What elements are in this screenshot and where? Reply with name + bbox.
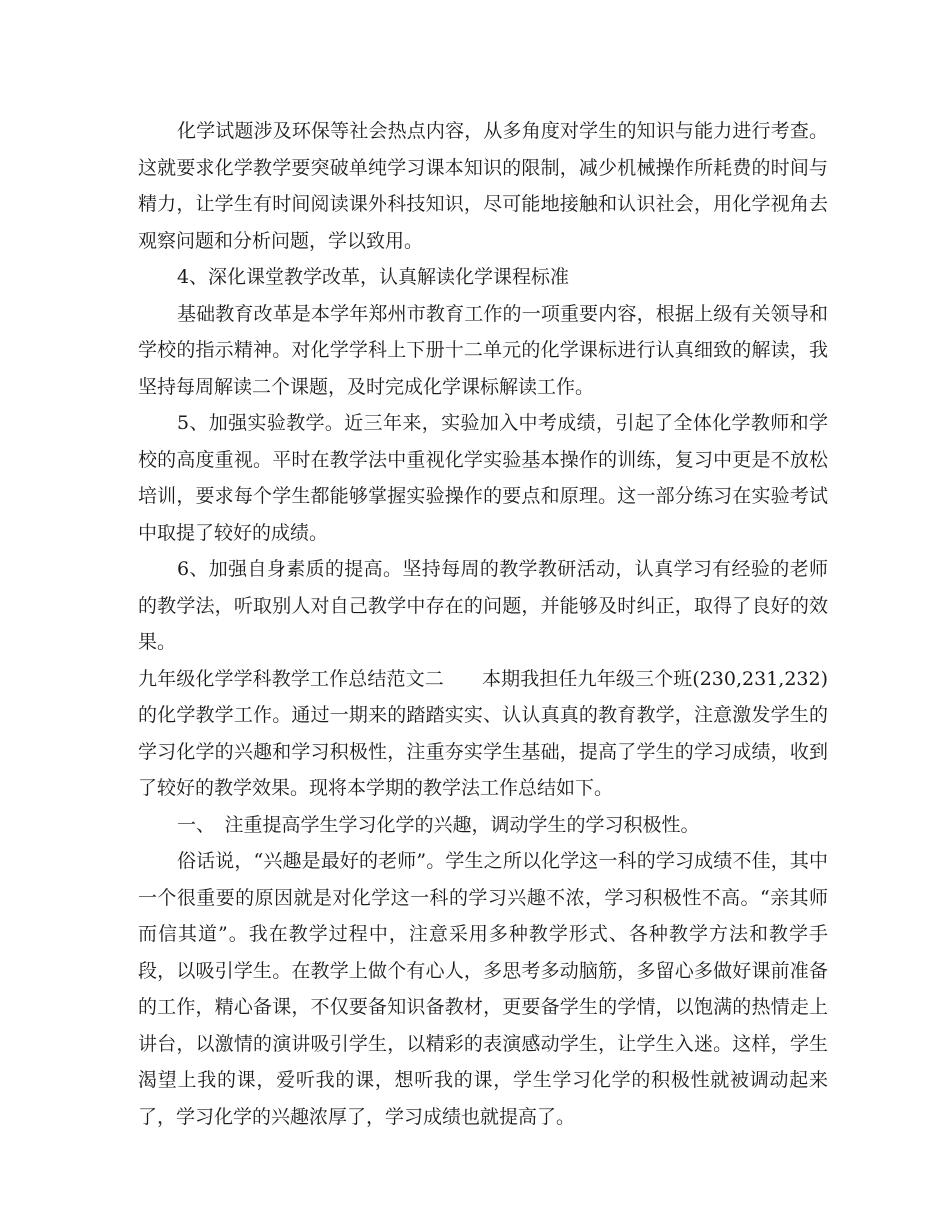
section-heading-one: 一、 注重提高学生学习化学的兴趣，调动学生的学习积极性。 [176,813,700,836]
paragraph-experiment-teaching: 5、加强实验教学。近三年来，实验加入中考成绩，引起了全体化学教师和学校的高度重视。平时在教学法中重视化学实验基本操作的训练，复习中更是不放松培训，要求每个学生都能够掌握实验操作的要点和原理。这一部分练习在实验考试中取提了较好的成绩。 [138,412,828,544]
paragraph-environment-topics: 化学试题涉及环保等社会热点内容，从多角度对学生的知识与能力进行考查。这就要求化学教学要突破单纯学习课本知识的限制，减少机械操作所耗费的时间与精力，让学生有时间阅读课外科技知识，尽可能地接触和认识社会，用化学视角去观察问题和分析问题，学以致用。 [138,120,828,252]
section-heading-4: 4、深化课堂教学改革，认真解读化学课程标准 [176,266,570,288]
paragraph-self-improvement: 6、加强自身素质的提高。坚持每周的教学教研活动，认真学习有经验的老师的教学法，听取别人对自己教学中存在的问题，并能够及时纠正，取得了良好的效果。 [138,558,828,653]
paragraph-sample-two-intro: 九年级化学学科教学工作总结范文二 本期我担任九年级三个班(230,231,232)的化学教学工作。通过一期来的踏踏实实、认认真真的教育教学，注意激发学生的学习化学的兴趣和学习积极性，注重夯实学生基础，提高了学生的学习成绩，收到了较好的教学效果。现将本学期的教学法工作总结如下。 [138,667,828,799]
paragraph-curriculum-standards: 基础教育改革是本学年郑州市教育工作的一项重要内容，根据上级有关领导和学校的指示精神。对化学学科上下册十二单元的化学课标进行认真细致的解读，我坚持每周解读二个课题，及时完成化学课标解读工作。 [138,302,828,398]
document-body [138,113,828,1135]
paragraph-interest-motivation: 俗话说，“兴趣是最好的老师”。学生之所以化学这一科的学习成绩不佳，其中一个很重要的原因就是对化学这一科的学习兴趣不浓，学习积极性不高。“亲其师而信其道”。我在教学过程中，注意采用多种教学形式、各种教学方法和教学手段，以吸引学生。在教学上做个有心人，多思考多动脑筋，多留心多做好课前准备的工作，精心备课，不仅要备知识备教材，更要备学生的学情，以饱满的热情走上讲台，以激情的演讲吸引学生，以精彩的表演感动学生，让学生入迷。这样，学生渴望上我的课，爱听我的课，想听我的课，学生学习化学的积极性就被调动起来了，学习化学的兴趣浓厚了，学习成绩也就提高了。 [138,850,828,1128]
